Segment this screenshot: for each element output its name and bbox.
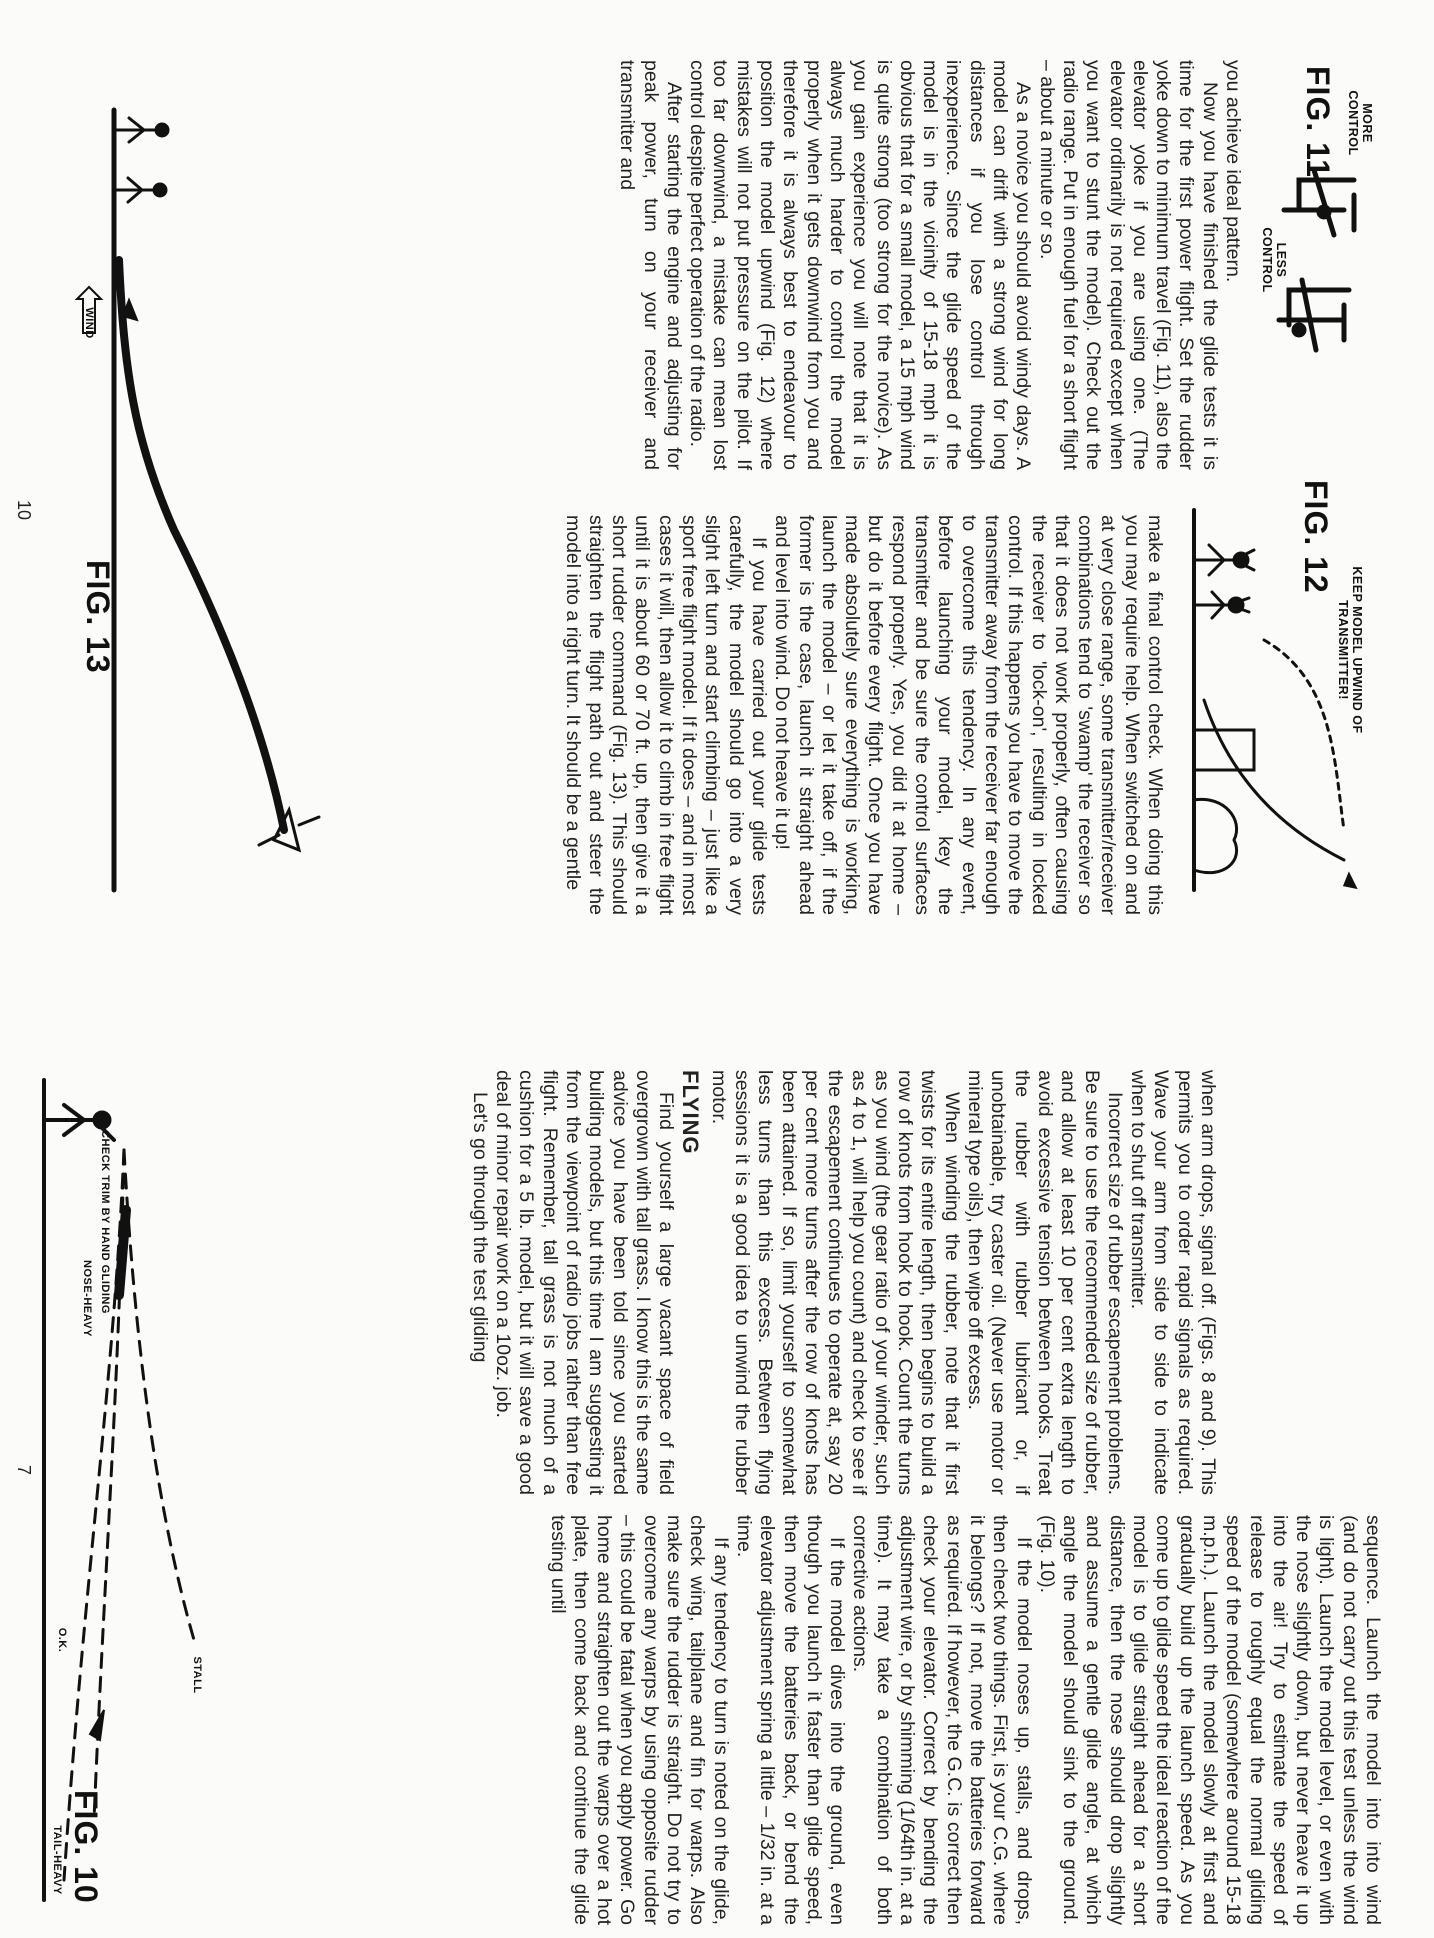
- paragraph: If the model noses up, stalls, and drops, then check two things. First, is your C.G. where it belongs? If not, move the batteries forward as required. If however, the G.C. is correct then check your elevator. Correct by bending the adjustment wire, or by shimming (1/64th in. at a time). It may take a combination of both corrective actions.: [849, 1515, 1035, 1925]
- paragraph: If you have carried out your glide tests carefully, the model should go into a very slight left turn and start climbing – just like a sport free flight model. If it does – and in most cases it will, then allow it to climb in free flight until it is about 60 or 70 ft. up, then give it a short rudder command (Fig. 13). This should straighten the flight path out and steer the model into a right turn. It should be a gentle: [561, 515, 770, 915]
- paragraph: If any tendency to turn is noted on the glide, check wing, tailplane and fin for warps. Also make sure the rudder is straight. Do not try to overcome any warps by using opposite rudder – this could be fatal when you apply power. Go home and straighten out the warps over a hot plate, then come back and continue the glide testing until: [546, 1515, 732, 1925]
- fig10-nose-heavy-label: NOSE-HEAVY: [81, 1260, 93, 1337]
- fig11-more-control-label: MORE CONTROL: [1346, 90, 1374, 156]
- fig10-check-trim-label: CHECK TRIM BY HAND GLIDING: [99, 1130, 111, 1314]
- paragraph: If the model dives into the ground, even though you launch it faster than glide speed, then move the batteries back, or bend the elevator adjustment spring a little – 1/32 in. at a time.: [732, 1515, 849, 1925]
- paragraph: Let's go through the test gliding: [468, 1092, 491, 1363]
- left-page-column-2: [560, 515, 1166, 915]
- fig11-label: FIG. 11: [1300, 66, 1336, 178]
- fig11-less-control-label: LESS CONTROL: [1260, 227, 1288, 293]
- fig11-yoke-diagram: [1264, 140, 1374, 380]
- paragraph: When winding the rubber, note that it first twists for its entire length, then begins to build a row of knots from hook to hook. Count the turns as you wind (the gear ratio of your winder, such as 4 to 1, will help you count) and check to see if the escapement continues to operate at, say 20 per cent more turns after the row of knots has been attained. If so, limit yourself to somewhat less turns than this excess. Between flying sessions it is a good idea to unwind the rubber motor.: [707, 1070, 963, 1495]
- paragraph: Incorrect size of rubber escapement problems. Be sure to use the recommended size of rubber, and allow at least 10 per cent extra length to avoid excessive tension between hooks. Treat the rubber with rubber lubricant or, if unobtainable, try caster oil. (Never use motor or mineral type oils), then wipe off excess.: [964, 1070, 1126, 1495]
- left-page-column-1: [615, 60, 1244, 470]
- fig12-caption: KEEP MODEL UPWIND OF TRANSMITTER!: [1336, 566, 1364, 734]
- flying-heading: FLYING: [678, 1070, 704, 1155]
- fig13-wind-label: WIND: [83, 307, 95, 339]
- fig10-ok-label: O.K.: [56, 1627, 68, 1653]
- paragraph: when arm drops, signal off. (Figs. 8 and 9). This permits you to order rapid signals as required. Wave your arm from side to side to indicate when to shut off transmitter.: [1127, 1070, 1219, 1495]
- fig10-glide-trim-illustration: [34, 1080, 214, 1900]
- fig13-label: FIG. 13: [80, 560, 116, 674]
- paragraph: sequence. Launch the model into into wind (and do not carry out this test unless the wind is light). Launch the model level, or even with the nose slightly down, but never heave it up into the air! Try to estimate the speed of release to roughly equal the normal gliding speed of the model (somewhere around 15-18 m.p.h.). Launch the model slowly at first and gradually build up the launch speed. As you come up to glide speed the ideal reaction of the model is to glide straight ahead for a short distance, then the nose should drop slightly and assume a gentle glide angle, at which angle the model should sink to the ground. (Fig. 10).: [1035, 1515, 1384, 1925]
- fig10-tail-heavy-label: TAIL-HEAVY: [51, 1825, 63, 1895]
- paragraph: you achieve ideal pattern.: [1222, 60, 1244, 283]
- fig12-label: FIG. 12: [1298, 480, 1334, 594]
- right-page-number: 7: [14, 1465, 34, 1476]
- fig13-flight-path-illustration: [94, 110, 324, 890]
- fig12-upwind-illustration: [1184, 500, 1374, 900]
- fig10-label: FIG. 10: [68, 1790, 104, 1904]
- paragraph: After starting the engine and adjusting for peak power, turn on your receiver and transmitter and: [616, 60, 685, 470]
- fig10-stall-label: STALL: [191, 1656, 203, 1694]
- paragraph: Now you have finished the glide tests it is time for the first power flight. Set the rudder yoke down to minimum travel (Fig. 11), also the elevator yoke if you are using one. (The elevator ordinarily is not required except when you want to stunt the model). Check out the radio range. Put in enough fuel for a short flight – about a minute or so.: [1035, 60, 1221, 470]
- paragraph: Find yourself a large vacant space of field overgrown with tall grass. I know this is the same advice you have been told since you started building models, but this time I am suggesting it from the viewpoint of radio jobs rather than free flight. Remember, tall grass is not much of a cushion for a 5 lb. model, but it will save a good deal of minor repair work on a 10oz. job.: [492, 1070, 678, 1495]
- right-page-column-1: [468, 1070, 1220, 1495]
- left-page-number: 10: [14, 500, 34, 521]
- right-page-column-2: [545, 1515, 1384, 1925]
- paragraph: As a novice you should avoid windy days. A model can drift with a strong wind for long distances if you lose control through inexperience. Since the glide speed of the model is in the vicinity of 15-18 mph it is obvious that for a small model, a 15 mph wind is quite strong (too strong for the novice). As you gain experience you will note that it is always much harder to control the model properly when it gets downwind from you and therefore it is always best to endeavour to position the model upwind (Fig. 12) where mistakes will not put pressure on the pilot. If too far downwind, a mistake can mean lost control despite perfect operation of the radio.: [686, 60, 1035, 470]
- paragraph: make a final control check. When doing this you may require help. When switched on and at very close range, some transmitter/receiver combinations tend to 'swamp' the receiver so that it does not work properly, often causing the receiver to 'lock-on', resulting in locked control. If this happens you have to move the transmitter away from the receiver far enough to overcome this tendency. In any event, before launching your model, key the transmitter and be sure the control surfaces respond properly. Yes, you did it at home – but do it before every flight. Once you have made absolutely sure everything is working, launch the model – or let it take off, if the former is the case, launch it straight ahead and level into wind. Do not heave it up!: [771, 515, 1166, 915]
